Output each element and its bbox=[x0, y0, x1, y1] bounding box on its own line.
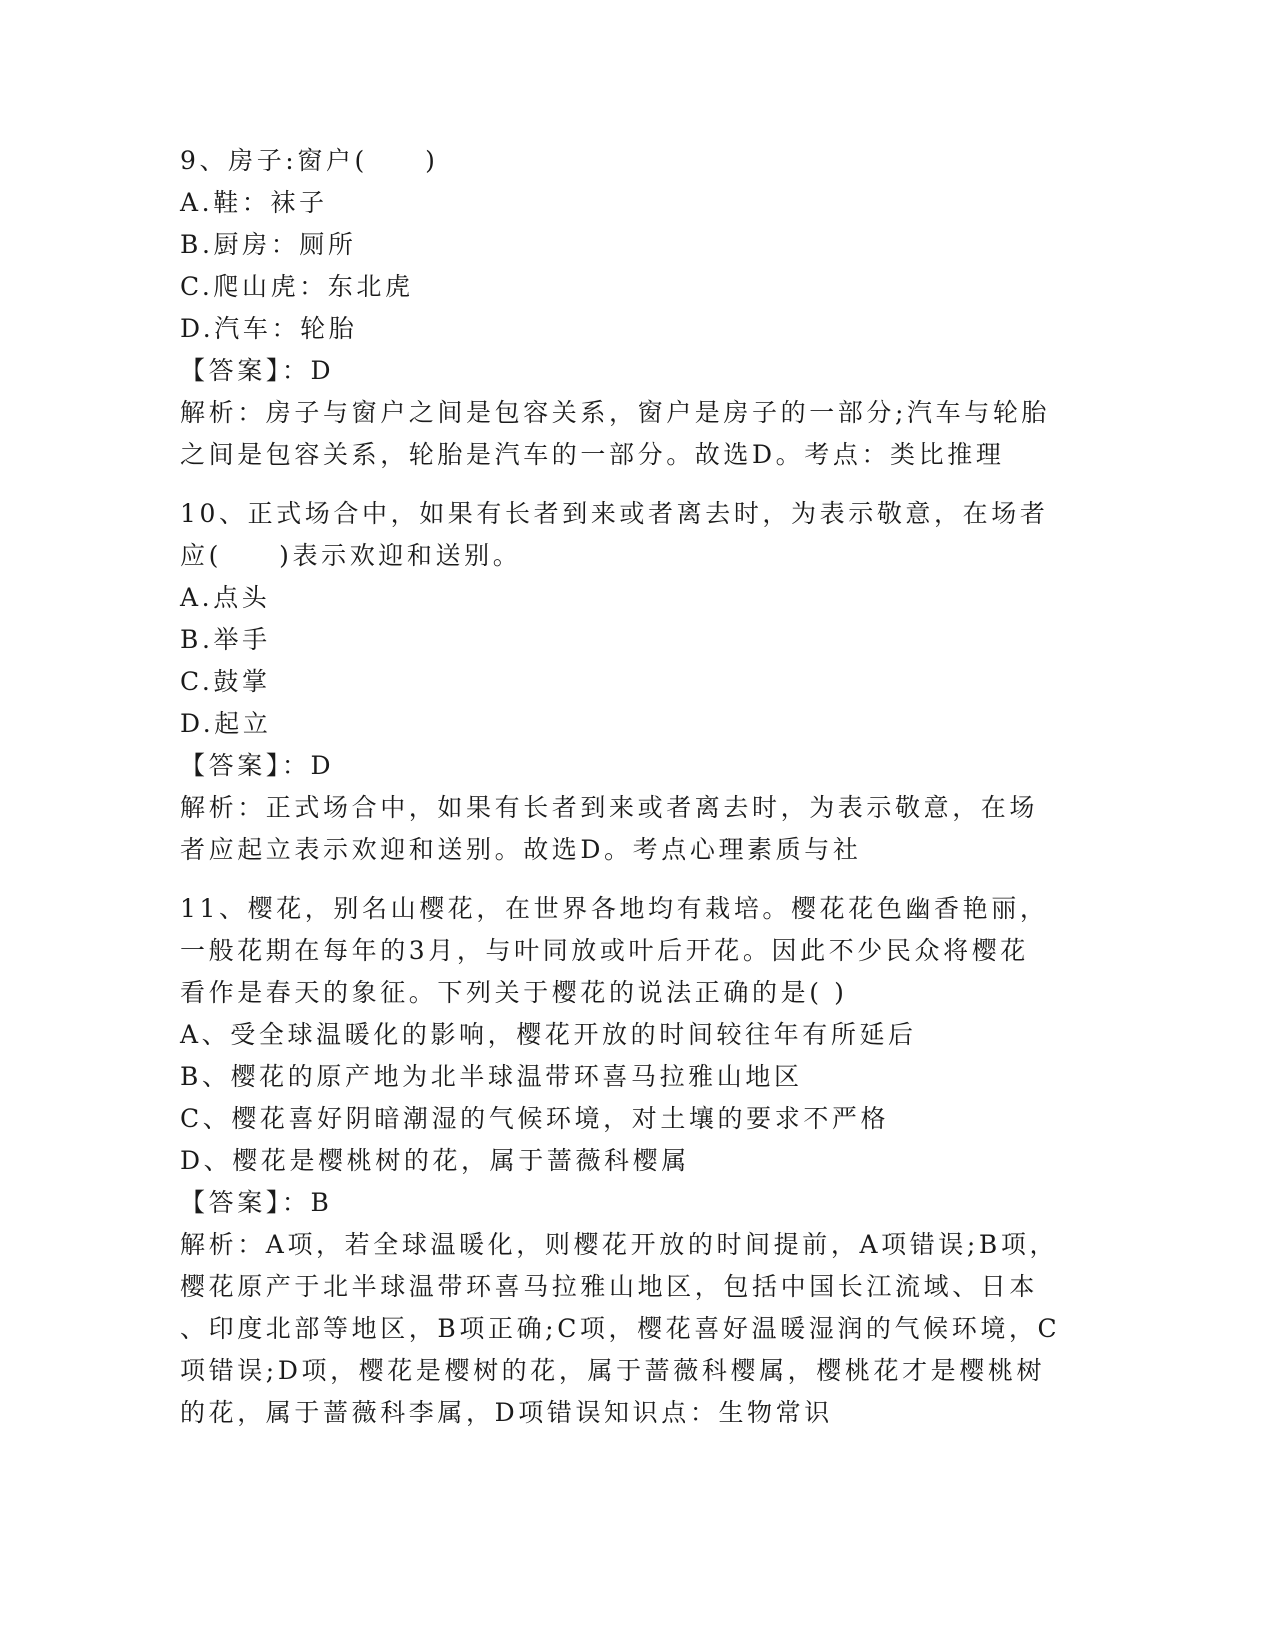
analysis-line: 的花，属于蔷薇科李属，D项错误知识点：生物常识 bbox=[180, 1398, 833, 1427]
answer-line: 【答案】：B bbox=[180, 1188, 333, 1217]
analysis-line: 、印度北部等地区，B项正确;C项，樱花喜好温暖湿润的气候环境，C bbox=[180, 1314, 1061, 1343]
question-spacer bbox=[180, 871, 1060, 888]
option-a: A、受全球温暖化的影响，樱花开放的时间较往年有所延后 bbox=[180, 1020, 917, 1049]
question-stem: 9、房子:窗户( ) bbox=[180, 146, 439, 175]
question-stem: 一般花期在每年的3月，与叶同放或叶后开花。因此不少民众将樱花 bbox=[180, 936, 1029, 965]
option-a: A.点头 bbox=[180, 583, 271, 612]
answer-line: 【答案】：D bbox=[180, 356, 335, 385]
document-page bbox=[180, 140, 1060, 1434]
option-b: B.厨房：厕所 bbox=[180, 230, 357, 259]
question-11 bbox=[180, 888, 1060, 1434]
option-d: D.起立 bbox=[180, 709, 272, 738]
option-c: C、樱花喜好阴暗潮湿的气候环境，对土壤的要求不严格 bbox=[180, 1104, 890, 1133]
option-c: C.鼓掌 bbox=[180, 667, 271, 696]
analysis-line: 解析：正式场合中，如果有长者到来或者离去时，为表示敬意，在场 bbox=[180, 793, 1039, 822]
question-10 bbox=[180, 493, 1060, 871]
analysis-line: 项错误;D项，樱花是樱树的花，属于蔷薇科樱属，樱桃花才是樱桃树 bbox=[180, 1356, 1046, 1385]
question-stem: 10、正式场合中，如果有长者到来或者离去时，为表示敬意，在场者 bbox=[180, 499, 1049, 528]
option-d: D、樱花是樱桃树的花，属于蔷薇科樱属 bbox=[180, 1146, 690, 1175]
option-c: C.爬山虎：东北虎 bbox=[180, 272, 414, 301]
question-9 bbox=[180, 140, 1060, 476]
option-d: D.汽车：轮胎 bbox=[180, 314, 358, 343]
question-stem: 11、樱花，别名山樱花，在世界各地均有栽培。樱花花色幽香艳丽， bbox=[180, 894, 1049, 923]
question-stem: 看作是春天的象征。下列关于樱花的说法正确的是( ) bbox=[180, 978, 848, 1007]
analysis-line: 者应起立表示欢迎和送别。故选D。考点心理素质与社 bbox=[180, 835, 862, 864]
question-stem: 应( )表示欢迎和送别。 bbox=[180, 541, 522, 570]
analysis-line: 解析：房子与窗户之间是包容关系，窗户是房子的一部分;汽车与轮胎 bbox=[180, 398, 1051, 427]
analysis-line: 解析：A项，若全球温暖化，则樱花开放的时间提前，A项错误;B项， bbox=[180, 1230, 1059, 1259]
option-b: B.举手 bbox=[180, 625, 271, 654]
answer-line: 【答案】：D bbox=[180, 751, 335, 780]
option-a: A.鞋：袜子 bbox=[180, 188, 328, 217]
analysis-line: 之间是包容关系，轮胎是汽车的一部分。故选D。考点：类比推理 bbox=[180, 440, 1005, 469]
question-spacer bbox=[180, 476, 1060, 493]
option-b: B、樱花的原产地为北半球温带环喜马拉雅山地区 bbox=[180, 1062, 803, 1091]
analysis-line: 樱花原产于北半球温带环喜马拉雅山地区，包括中国长江流域、日本 bbox=[180, 1272, 1039, 1301]
